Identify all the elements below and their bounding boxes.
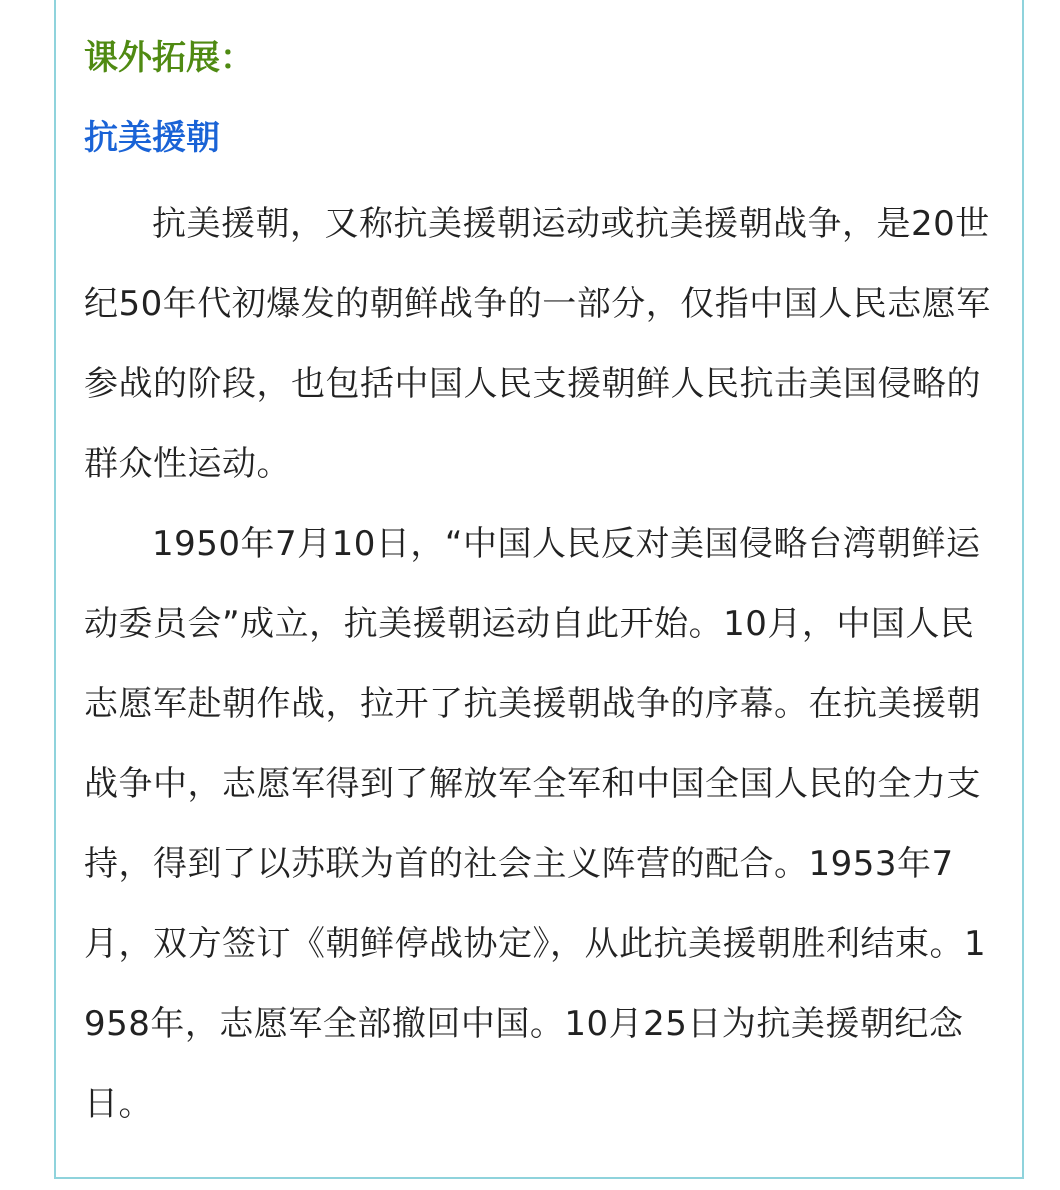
article [84,28,1004,1144]
topic-title: 抗美援朝 [84,118,220,158]
section-label: 课外拓展： [84,38,254,78]
paragraph-history: 1950年7月10日，“中国人民反对美国侵略台湾朝鲜运动委员会”成立，抗美援朝运动自此开始。10月，中国人民志愿军赴朝作战，拉开了抗美援朝战争的序幕。在抗美援朝战争中，志愿军得到了解放军全军和中国全国人民的全力支持，得到了以苏联为首的社会主义阵营的配合。1953年7月，双方签订《朝鲜停战协定》，从此抗美援朝胜利结束。1958年，志愿军全部撤回中国。10月25日为抗美援朝纪念日。 [84,524,987,1124]
paragraph-intro: 抗美援朝，又称抗美援朝运动或抗美援朝战争，是20世纪50年代初爆发的朝鲜战争的一部分，仅指中国人民志愿军参战的阶段，也包括中国人民支援朝鲜人民抗击美国侵略的群众性运动。 [84,204,991,484]
